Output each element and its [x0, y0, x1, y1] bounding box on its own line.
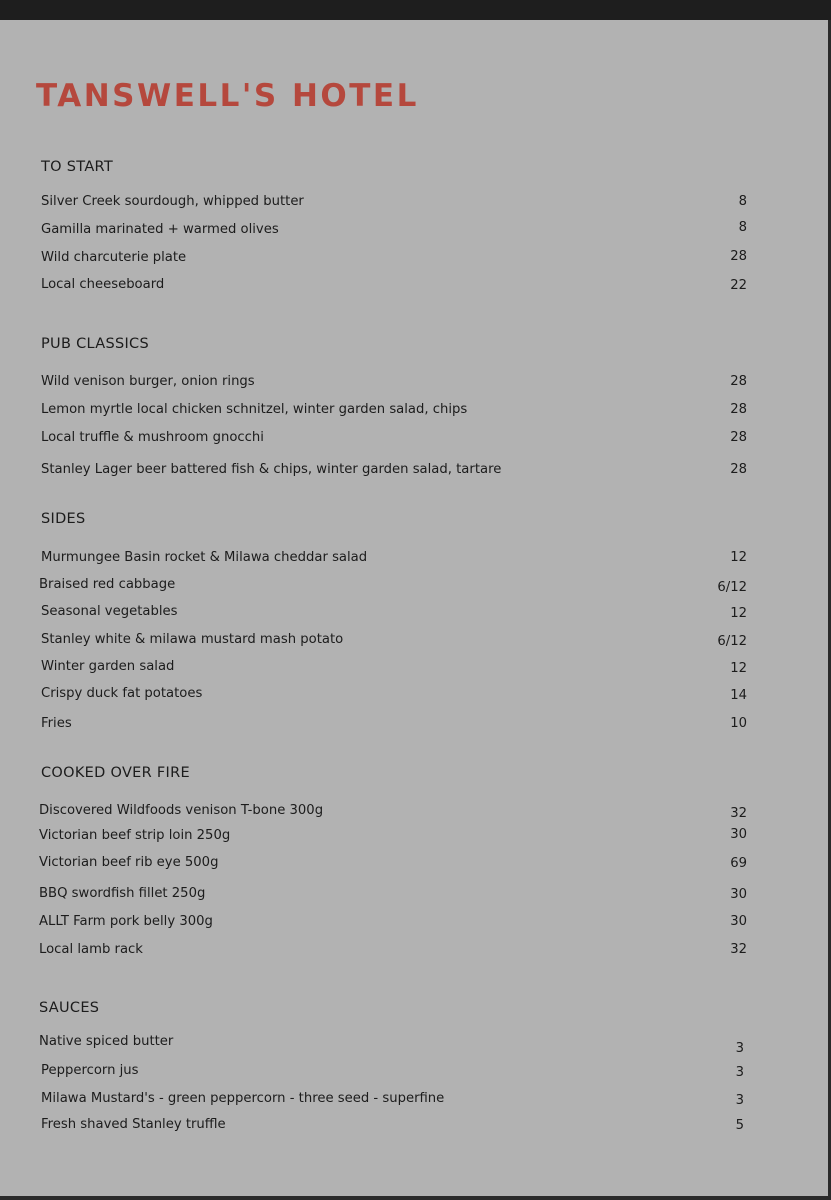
menu-item-name: Victorian beef rib eye 500g	[39, 855, 219, 870]
menu-item-price: 3	[735, 1041, 744, 1056]
menu-item-name: Peppercorn jus	[41, 1063, 139, 1078]
window-bottom-edge	[0, 1196, 831, 1200]
menu-item-price: 32	[730, 942, 747, 957]
menu-item-name: Braised red cabbage	[39, 577, 176, 592]
menu-item-name: Victorian beef strip loin 250g	[39, 828, 231, 843]
menu-item-price: 28	[730, 374, 747, 389]
menu-item-price: 12	[730, 606, 747, 621]
menu-item-name: Milawa Mustard's - green peppercorn - three seed - superfine	[41, 1091, 445, 1106]
menu-item-name: Stanley white & milawa mustard mash potato	[41, 632, 344, 647]
menu-item-price: 3	[735, 1093, 744, 1108]
menu-item-name: ALLT Farm pork belly 300g	[39, 914, 213, 929]
menu-item-name: Wild venison burger, onion rings	[41, 374, 255, 389]
menu-item-price: 30	[730, 887, 747, 902]
menu-item-name: Fries	[41, 716, 72, 731]
menu-item-price: 69	[730, 856, 747, 871]
menu-item-price: 8	[738, 220, 747, 235]
menu-item-name: Wild charcuterie plate	[41, 250, 187, 265]
section-heading-pub-classics: PUB CLASSICS	[41, 336, 149, 352]
menu-item-price: 30	[730, 914, 747, 929]
menu-item-price: 8	[738, 194, 747, 209]
menu-item-name: Silver Creek sourdough, whipped butter	[41, 194, 304, 209]
menu-item-name: Local truffle & mushroom gnocchi	[41, 430, 264, 445]
menu-item-price: 30	[730, 827, 747, 842]
menu-item-price: 6/12	[717, 634, 747, 649]
menu-item-name: Local cheeseboard	[41, 277, 165, 292]
menu-item-name: Gamilla marinated + warmed olives	[41, 222, 279, 237]
menu-item-price: 5	[735, 1118, 744, 1133]
menu-item-price: 28	[730, 402, 747, 417]
menu-item-name: Discovered Wildfoods venison T-bone 300g	[39, 803, 324, 818]
menu-item-price: 14	[730, 688, 747, 703]
menu-item-name: BBQ swordfish fillet 250g	[39, 886, 206, 901]
section-heading-cooked-over-fire: COOKED OVER FIRE	[41, 765, 190, 781]
menu-item-name: Murmungee Basin rocket & Milawa cheddar salad	[41, 550, 368, 565]
menu-item-price: 28	[730, 249, 747, 264]
section-heading-sauces: SAUCES	[39, 1000, 100, 1016]
menu-item-price: 3	[735, 1065, 744, 1080]
section-heading-sides: SIDES	[41, 511, 86, 527]
menu-item-price: 28	[730, 430, 747, 445]
menu-item-price: 28	[730, 462, 747, 477]
menu-item-price: 12	[730, 550, 747, 565]
section-heading-to-start: TO START	[41, 159, 114, 175]
menu-item-price: 22	[730, 278, 747, 293]
menu-item-name: Winter garden salad	[41, 659, 175, 674]
menu-item-name: Fresh shaved Stanley truffle	[41, 1117, 226, 1132]
menu-item-name: Crispy duck fat potatoes	[41, 686, 203, 701]
menu-item-name: Native spiced butter	[39, 1034, 174, 1049]
menu-item-name: Stanley Lager beer battered fish & chips, winter garden salad, tartare	[41, 462, 502, 477]
menu-item-price: 32	[730, 806, 747, 821]
hotel-title: TANSWELL'S HOTEL	[36, 78, 419, 114]
window-top-bar	[0, 0, 831, 20]
menu-item-name: Lemon myrtle local chicken schnitzel, winter garden salad, chips	[41, 402, 468, 417]
menu-item-name: Seasonal vegetables	[41, 604, 178, 619]
menu-item-name: Local lamb rack	[39, 942, 143, 957]
menu-item-price: 10	[730, 716, 747, 731]
menu-item-price: 12	[730, 661, 747, 676]
menu-item-price: 6/12	[717, 580, 747, 595]
